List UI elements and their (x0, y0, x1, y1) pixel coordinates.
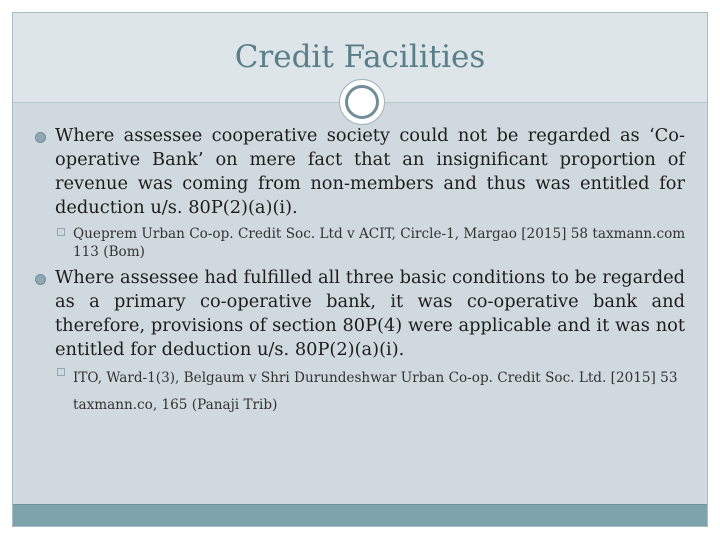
bullet-point-1 (35, 124, 685, 220)
slide-content (13, 13, 707, 526)
footer-bar (13, 504, 707, 526)
sub-point-1 (57, 225, 687, 261)
bullet-point-1-text: Where assessee cooperative society could not be regarded as ‘Co-operative Bank’ on mere fact that an insignificant proportion of revenue was coming from non-members and thus was entitled for deduction u/s. 80P(2)(a)(i). (55, 125, 685, 218)
sub-point-2 (57, 365, 687, 419)
bullet-point-2-text: Where assessee had fulfilled all three basic conditions to be regarded as a primary co-operative bank, it was co-operative bank and therefore, provisions of section 80P(4) were applicable and it was not entitled for deduction u/s. 80P(2)(a)(i). (55, 267, 685, 360)
round-bullet-icon (35, 274, 46, 285)
sub-point-1-text: Queprem Urban Co-op. Credit Soc. Ltd v ACIT, Circle-1, Margao [2015] 58 taxmann.com 113 (Bom) (73, 226, 686, 260)
sub-point-2-text: ITO, Ward-1(3), Belgaum v Shri Durundeshwar Urban Co-op. Credit Soc. Ltd. [2015] 53 taxmann.co, 165 (Panaji Trib) (73, 370, 678, 413)
round-bullet-icon (35, 132, 46, 143)
slide-frame (12, 12, 708, 527)
slide-title: Credit Facilities (234, 39, 486, 75)
square-bullet-icon (57, 228, 65, 236)
square-bullet-icon (57, 368, 65, 376)
bullet-point-2 (35, 266, 685, 362)
